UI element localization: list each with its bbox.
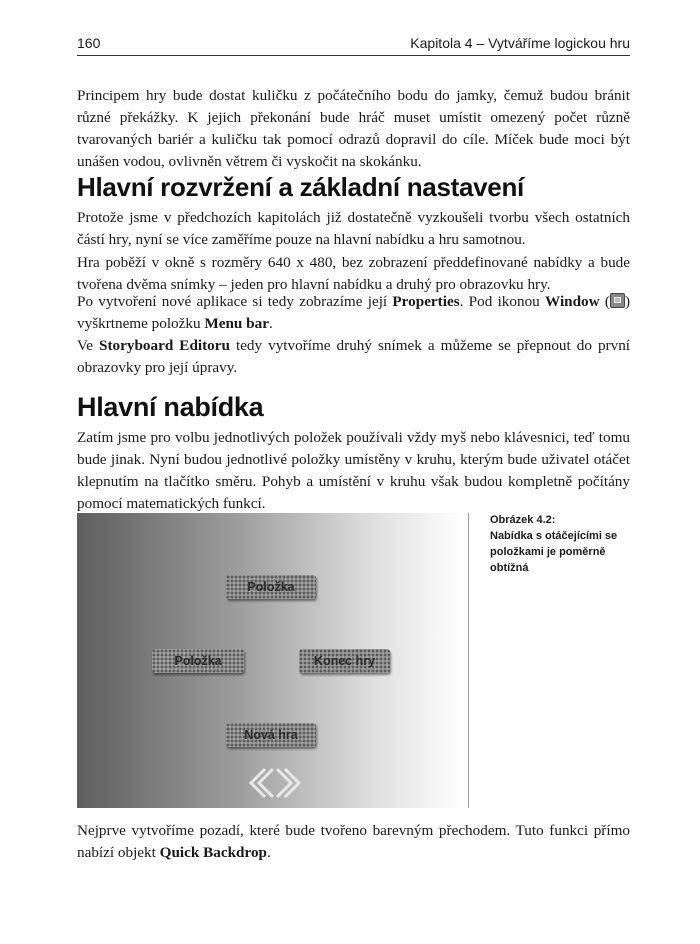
paragraph-storyboard (77, 335, 630, 379)
menu-item-quit[interactable]: Konec hry (299, 649, 390, 673)
bold-properties: Properties (392, 293, 460, 310)
menu-item-left[interactable]: Položka (152, 649, 244, 673)
header-rule (77, 55, 630, 56)
bold-window: Window (545, 293, 600, 310)
figure-caption (490, 512, 630, 576)
intro-paragraph: Principem hry bude dostat kuličku z počátečního bodu do jamky, čemuž budou bránit různé překážky. K jejich překonání bude hráč muset umístit omezený počet různě tvarovaných bariér a kuličku tak pomocí odrazů dopravil do cíle. Míček bude moci být unášen vodou, ovlivněn větrem či vyskočit na skokánku. (77, 87, 630, 170)
caption-label: Obrázek 4.2: (490, 514, 556, 526)
text-span: . Pod ikonou (459, 293, 546, 310)
paragraph-previous-chapters: Protože jsme v předchozích kapitolách již dostatečně vyzkoušeli tvorbu všech ostatních částí hry, nyní se více zaměříme pouze na hlavní nabídku a hru samotnou. (77, 209, 630, 248)
rotate-arrows-icon[interactable] (245, 765, 305, 801)
figure-divider (468, 513, 469, 808)
chapter-title: Kapitola 4 – Vytváříme logickou hru (410, 35, 630, 51)
page-header (77, 33, 630, 55)
paragraph-properties (77, 291, 630, 335)
text-span: Ve (77, 337, 100, 354)
bold-quick-backdrop: Quick Backdrop (159, 844, 268, 861)
text-span: ( (599, 293, 610, 310)
bold-storyboard-editor: Storyboard Editoru (99, 337, 230, 354)
text-span: . (268, 315, 273, 332)
text-span: . (267, 844, 271, 861)
paragraph-backdrop (77, 820, 630, 864)
section-heading-layout: Hlavní rozvržení a základní nastavení (77, 172, 524, 202)
text-span: tedy vytvoříme druhý snímek a můžeme se přepnout do první obrazovky pro její úpravy. (77, 337, 631, 376)
paragraph-main-menu: Zatím jsme pro volbu jednotlivých položek používali vždy myš nebo klávesnici, teď tomu bude jinak. Nyní budou jednotlivé položky umístěny v kruhu, kterým bude uživatel otáčet klepnutím na tlačítko směru. Pohyb a umístění v kruhu však budou kompletně počítány pomocí matematických funkcí. (77, 429, 630, 512)
caption-text: Nabídka s otáčejícími se položkami je poměrně obtížná (490, 530, 618, 574)
page-number: 160 (77, 35, 101, 51)
menu-item-new-game[interactable]: Nová hra (226, 723, 316, 747)
section-heading-main-menu: Hlavní nabídka (77, 392, 264, 422)
menu-item-top[interactable]: Položka (226, 575, 316, 599)
paragraph-window-size: Hra poběží v okně s rozměry 640 x 480, bez zobrazení předdefinované nabídky a bude tvořena dvěma snímky – jeden pro hlavní nabídku a druhý pro obrazovku hry. (77, 254, 630, 293)
figure-menu-screenshot (77, 513, 463, 808)
text-span: Nejprve vytvoříme pozadí, které bude tvořeno barevným přechodem. Tuto funkci přímo nabízí objekt (77, 822, 630, 861)
text-span: Po vytvoření nové aplikace si tedy zobrazíme její (77, 293, 393, 310)
text-span: ) vyškrtneme položku (77, 293, 631, 332)
window-icon (610, 293, 625, 308)
bold-menu-bar: Menu bar (204, 315, 269, 332)
